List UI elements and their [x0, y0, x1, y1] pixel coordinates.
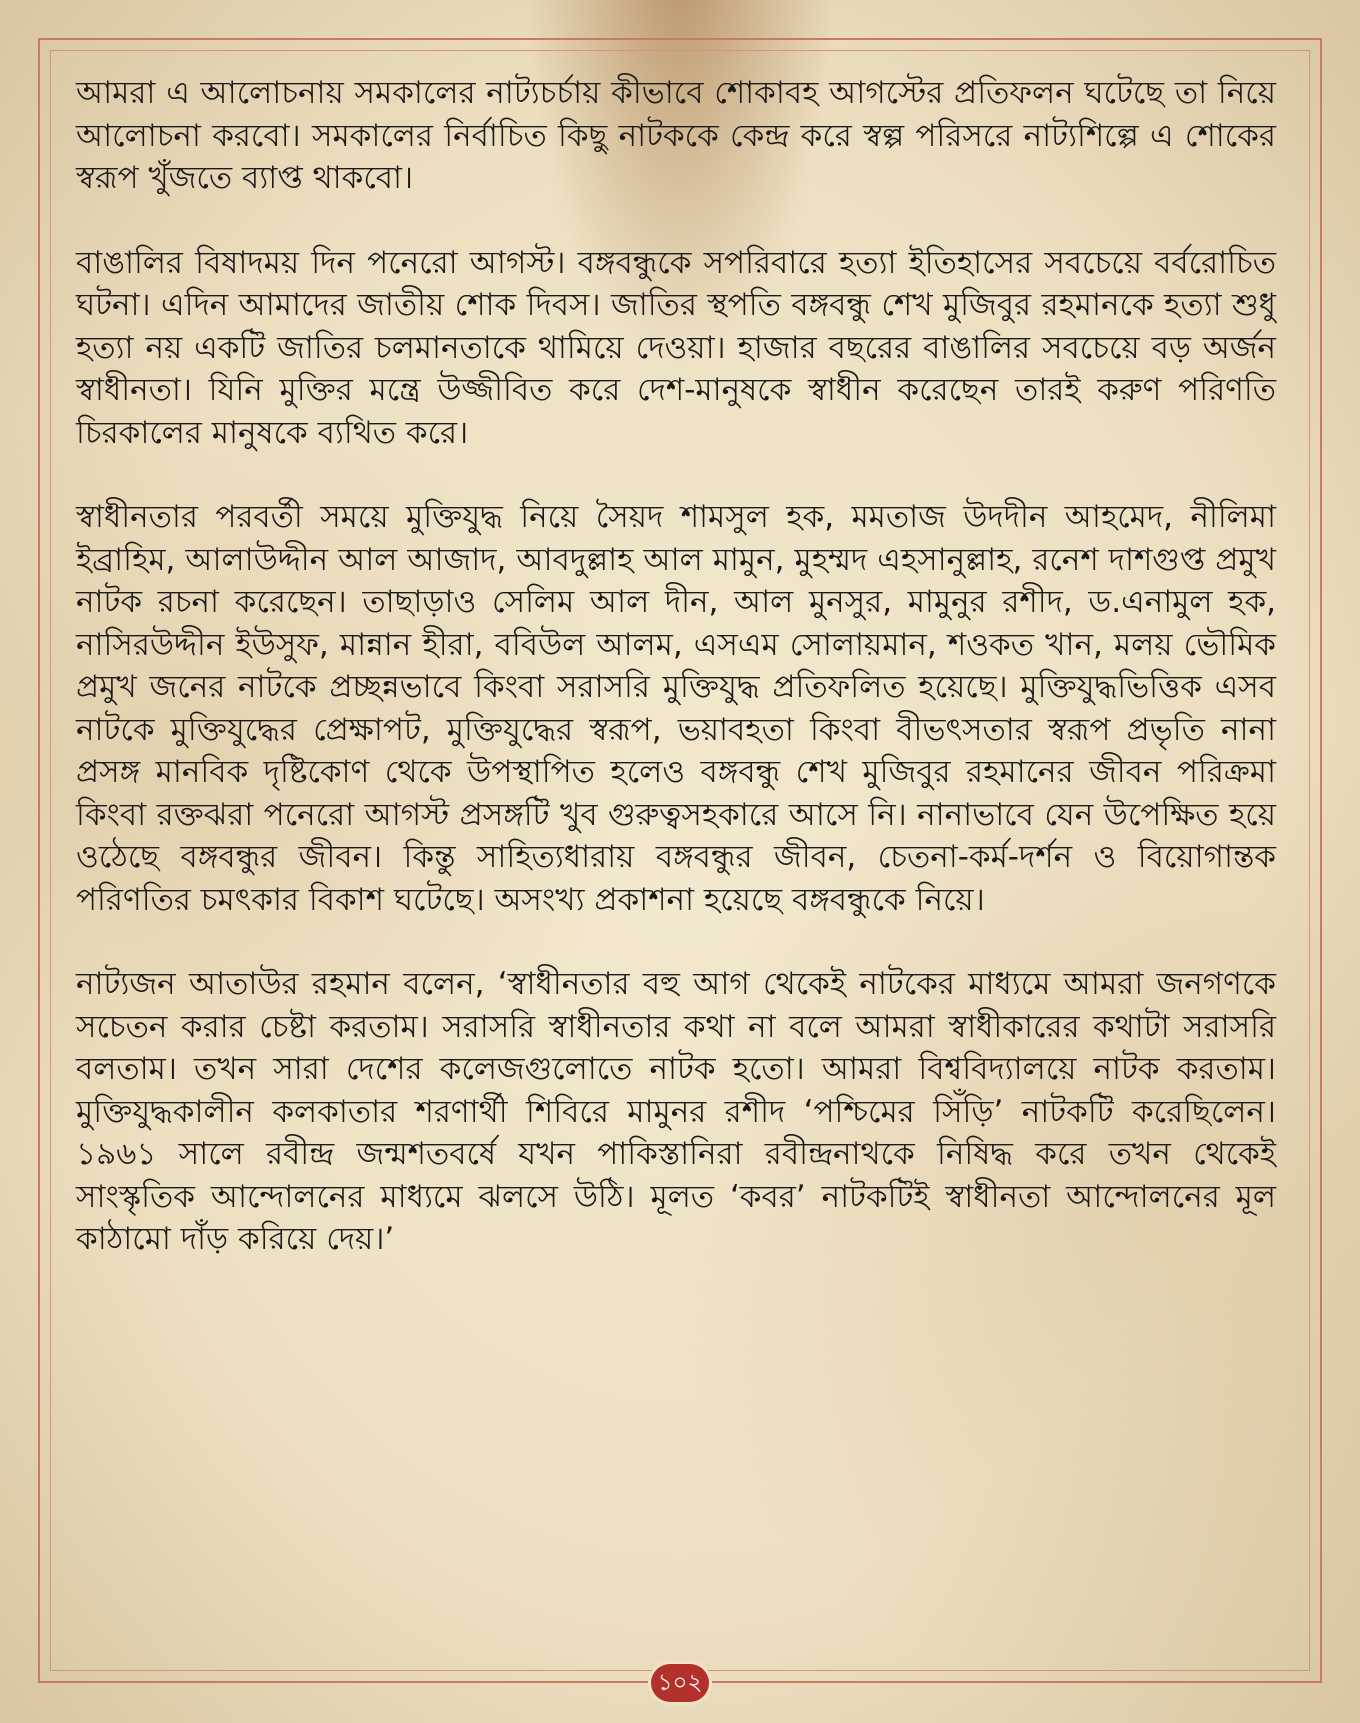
paragraph-1: আমরা এ আলোচনায় সমকালের নাট্যচর্চায় কীভাবে শোকাবহ আগস্টের প্রতিফলন ঘটেছে তা নিয়ে আলোচনা করবো। সমকালের নির্বাচিত কিছু নাটককে কেন্দ্র করে স্বল্প পরিসরে নাট্যশিল্পে এ শোকের স্বরূপ খুঁজতে ব্যাপ্ত থাকবো।: [76, 75, 1276, 196]
page-number-badge: ১০২: [651, 1664, 709, 1702]
paragraph-3: স্বাধীনতার পরবর্তী সময়ে মুক্তিযুদ্ধ নিয়ে সৈয়দ শামসুল হক, মমতাজ উদদীন আহমেদ, নীলিমা ইব্রাহিম, আলাউদ্দীন আল আজাদ, আবদুল্লাহ আল মামুন, মুহম্মদ এহসানুল্লাহ, রনেশ দাশগুপ্ত প্রমুখ নাটক রচনা করেছেন। তাছাড়াও সেলিম আল দীন, আল মুনসুর, মামুনুর রশীদ, ড.এনামুল হক, নাসিরউদ্দীন ইউসুফ, মান্নান হীরা, ববিউল আলম, এসএম সোলায়মান, শওকত খান, মলয় ভৌমিক প্রমুখ জনের নাটকে প্রচ্ছন্নভাবে কিংবা সরাসরি মুক্তিযুদ্ধ প্রতিফলিত হয়েছে। মুক্তিযুদ্ধভিত্তিক এসব নাটকে মুক্তিযুদ্ধের প্রেক্ষাপট, মুক্তিযুদ্ধের স্বরূপ, ভয়াবহতা কিংবা বীভৎসতার স্বরূপ প্রভৃতি নানা প্রসঙ্গ মানবিক দৃষ্টিকোণ থেকে উপস্থাপিত হলেও বঙ্গবন্ধু শেখ মুজিবুর রহমানের জীবন পরিক্রমা কিংবা রক্তঝরা পনেরো আগস্ট প্রসঙ্গটি খুব গুরুত্বসহকারে আসে নি। নানাভাবে যেন উপেক্ষিত হয়ে ওঠেছে বঙ্গবন্ধুর জীবন। কিন্তু সাহিত্যধারায় বঙ্গবন্ধুর জীবন, চেতনা-কর্ম-দর্শন ও বিয়োগান্তক পরিণতির চমৎকার বিকাশ ঘটেছে। অসংখ্য প্রকাশনা হয়েছে বঙ্গবন্ধুকে নিয়ে।: [76, 499, 1276, 918]
paragraph-2: বাঙালির বিষাদময় দিন পনেরো আগস্ট। বঙ্গবন্ধুকে সপরিবারে হত্যা ইতিহাসের সবচেয়ে বর্বরোচিত ঘটনা। এদিন আমাদের জাতীয় শোক দিবস। জাতির স্থপতি বঙ্গবন্ধু শেখ মুজিবুর রহমানকে হত্যা শুধু হত্যা নয় একটি জাতির চলমানতাকে থামিয়ে দেওয়া। হাজার বছরের বাঙালির সবচেয়ে বড় অর্জন স্বাধীনতা। যিনি মুক্তির মন্ত্রে উজ্জীবিত করে দেশ-মানুষকে স্বাধীন করেছেন তারই করুণ পরিণতি চিরকালের মানুষকে ব্যথিত করে।: [76, 244, 1276, 451]
paragraph-4: নাট্যজন আতাউর রহমান বলেন, ‘স্বাধীনতার বহু আগ থেকেই নাটকের মাধ্যমে আমরা জনগণকে সচেতন করার চেষ্টা করতাম। সরাসরি স্বাধীনতার কথা না বলে আমরা স্বাধীকারের কথাটা সরাসরি বলতাম। তখন সারা দেশের কলেজগুলোতে নাটক হতো। আমরা বিশ্ববিদ্যালয়ে নাটক করতাম। মুক্তিযুদ্ধকালীন কলকাতার শরণার্থী শিবিরে মামুনর রশীদ ‘পশ্চিমের সিঁড়ি’ নাটকটি করেছিলেন। ১৯৬১ সালে রবীন্দ্র জন্মশতবর্ষে যখন পাকিস্তানিরা রবীন্দ্রনাথকে নিষিদ্ধ করে তখন থেকেই সাংস্কৃতিক আন্দোলনের মাধ্যমে ঝলসে উঠি। মূলত ‘কবর’ নাটকটিই স্বাধীনতা আন্দোলনের মূল কাঠামো দাঁড় করিয়ে দেয়।’: [76, 966, 1276, 1257]
article-body: [76, 72, 1276, 1602]
